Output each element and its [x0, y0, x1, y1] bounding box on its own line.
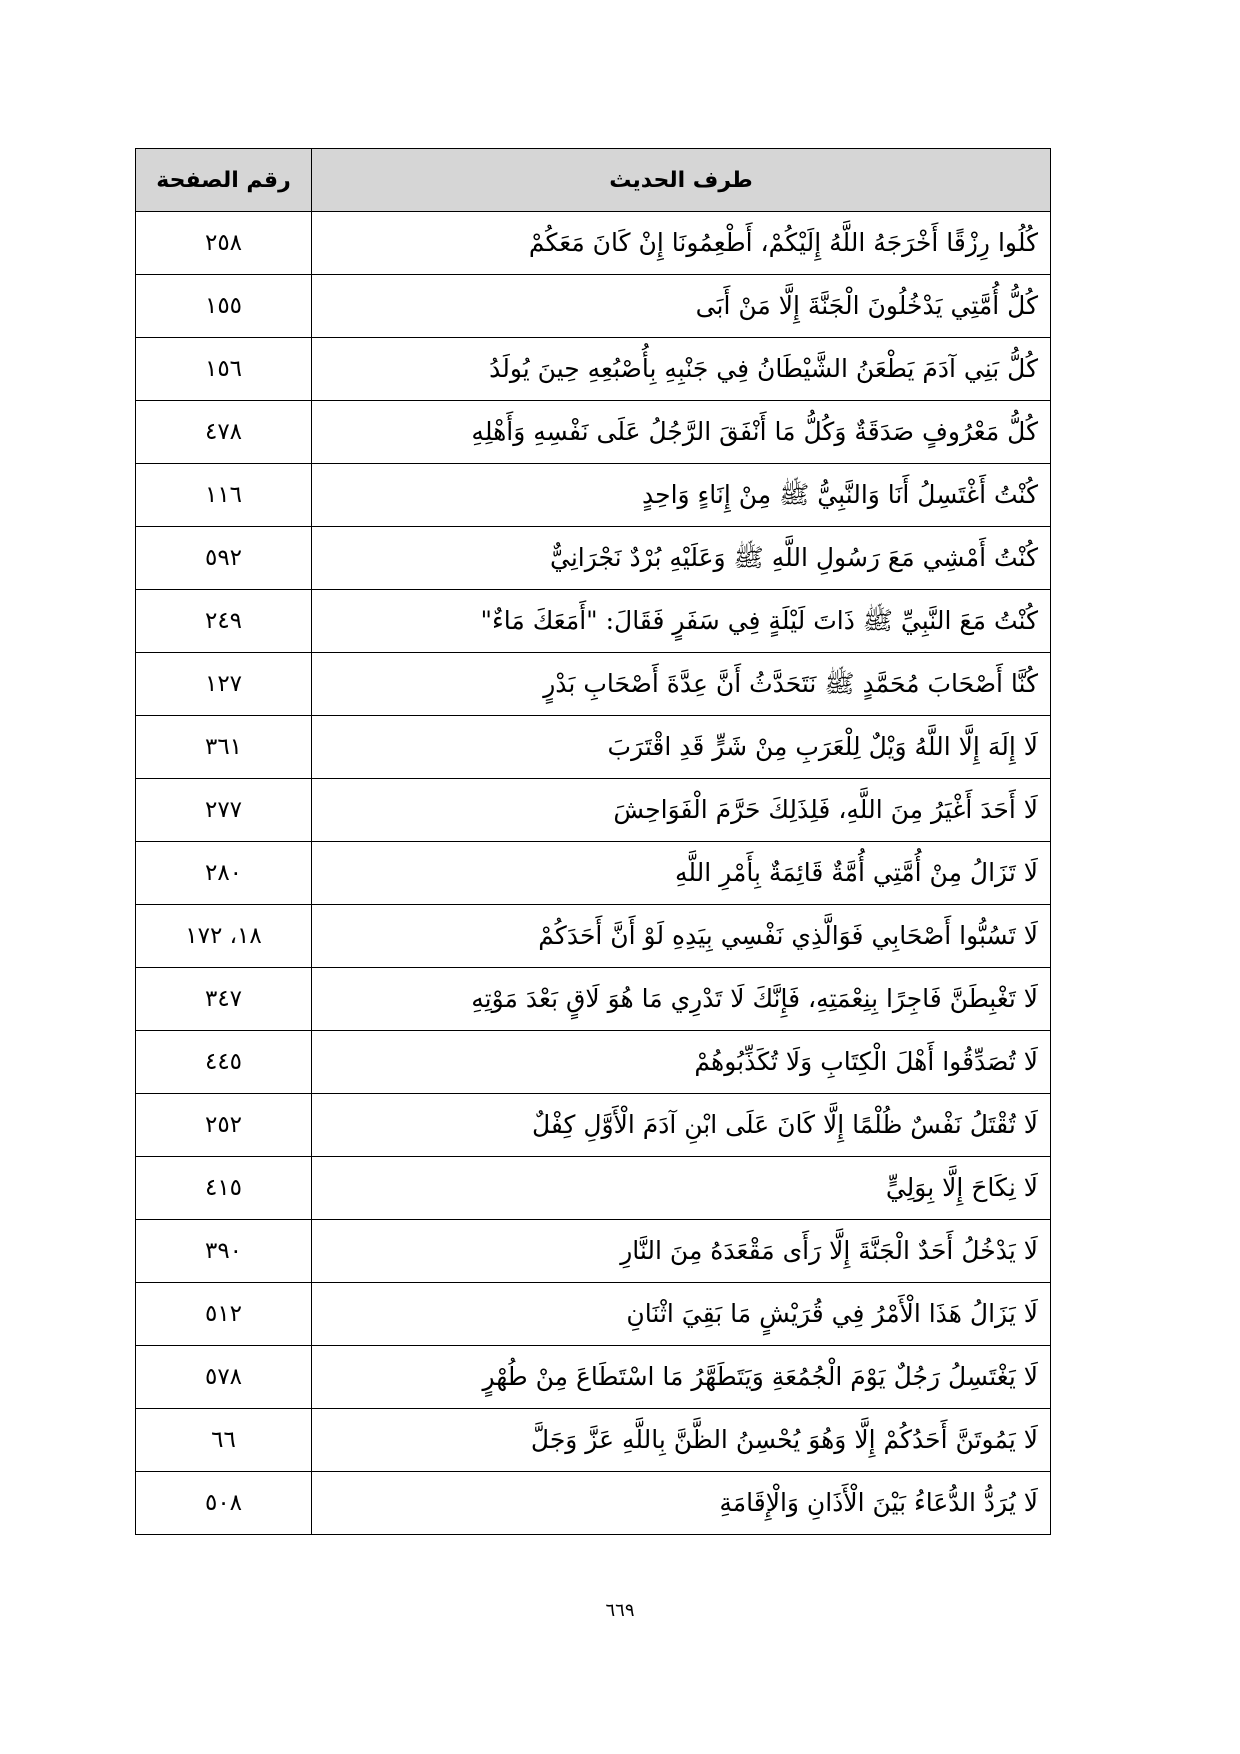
- page-reference: ٣٤٧: [136, 968, 312, 1031]
- table-row: [136, 1031, 1051, 1094]
- hadith-text: لَا تَزَالُ مِنْ أُمَّتِي أُمَّةٌ قَائِمَةٌ بِأَمْرِ اللَّهِ: [312, 842, 1051, 905]
- hadith-text: لَا يُرَدُّ الدُّعَاءُ بَيْنَ الْأَذَانِ وَالْإِقَامَةِ: [312, 1472, 1051, 1535]
- page-reference: ٤١٥: [136, 1157, 312, 1220]
- table-row: [136, 716, 1051, 779]
- table-row: [136, 1157, 1051, 1220]
- page-reference: ٥٩٢: [136, 527, 312, 590]
- hadith-text: لَا يَدْخُلُ أَحَدٌ الْجَنَّةَ إِلَّا رَأَى مَقْعَدَهُ مِنَ النَّارِ: [312, 1220, 1051, 1283]
- hadith-text: كُلُوا رِزْقًا أَخْرَجَهُ اللَّهُ إِلَيْكُمْ، أَطْعِمُونَا إِنْ كَانَ مَعَكُمْ: [312, 212, 1051, 275]
- page-reference: ٥٠٨: [136, 1472, 312, 1535]
- table-body: [136, 212, 1051, 1535]
- hadith-text: كُلُّ مَعْرُوفٍ صَدَقَةٌ وَكُلُّ مَا أَنْفَقَ الرَّجُلُ عَلَى نَفْسِهِ وَأَهْلِهِ: [312, 401, 1051, 464]
- table-row: [136, 401, 1051, 464]
- hadith-text: كُلُّ أُمَّتِي يَدْخُلُونَ الْجَنَّةَ إِلَّا مَنْ أَبَى: [312, 275, 1051, 338]
- table-row: [136, 842, 1051, 905]
- page-reference: ١١٦: [136, 464, 312, 527]
- page-reference: ٤٧٨: [136, 401, 312, 464]
- hadith-column-header: طرف الحديث: [312, 149, 1051, 212]
- table-row: [136, 1094, 1051, 1157]
- table-row: [136, 275, 1051, 338]
- page-reference: ٢٧٧: [136, 779, 312, 842]
- table-row: [136, 464, 1051, 527]
- page-reference: ٢٨٠: [136, 842, 312, 905]
- hadith-text: كُلُّ بَنِي آدَمَ يَطْعَنُ الشَّيْطَانُ فِي جَنْبِهِ بِأُصْبُعِهِ حِينَ يُولَدُ: [312, 338, 1051, 401]
- page-reference: ١٨، ١٧٢: [136, 905, 312, 968]
- page-reference: ١٢٧: [136, 653, 312, 716]
- page-reference: ٥١٢: [136, 1283, 312, 1346]
- table-row: [136, 212, 1051, 275]
- page-reference: ٣٦١: [136, 716, 312, 779]
- header-row: [136, 149, 1051, 212]
- hadith-text: كُنْتُ أَغْتَسِلُ أَنَا وَالنَّبِيُّ ﷺ مِنْ إِنَاءٍ وَاحِدٍ: [312, 464, 1051, 527]
- hadith-text: لَا إِلَهَ إِلَّا اللَّهُ وَيْلٌ لِلْعَرَبِ مِنْ شَرٍّ قَدِ اقْتَرَبَ: [312, 716, 1051, 779]
- table-row: [136, 1220, 1051, 1283]
- hadith-text: لَا تَسُبُّوا أَصْحَابِي فَوَالَّذِي نَفْسِي بِيَدِهِ لَوْ أَنَّ أَحَدَكُمْ: [312, 905, 1051, 968]
- table-header: [136, 149, 1051, 212]
- table-row: [136, 590, 1051, 653]
- hadith-text: لَا تُصَدِّقُوا أَهْلَ الْكِتَابِ وَلَا تُكَذِّبُوهُمْ: [312, 1031, 1051, 1094]
- hadith-text: كُنْتُ أَمْشِي مَعَ رَسُولِ اللَّهِ ﷺ وَعَلَيْهِ بُرْدٌ نَجْرَانِيٌّ: [312, 527, 1051, 590]
- hadith-text: كُنَّا أَصْحَابَ مُحَمَّدٍ ﷺ نَتَحَدَّثُ أَنَّ عِدَّةَ أَصْحَابِ بَدْرٍ: [312, 653, 1051, 716]
- page-reference: ٣٩٠: [136, 1220, 312, 1283]
- table-row: [136, 1346, 1051, 1409]
- table-row: [136, 968, 1051, 1031]
- table-row: [136, 527, 1051, 590]
- page-reference: ١٥٥: [136, 275, 312, 338]
- page-number: ٦٦٩: [605, 1600, 635, 1621]
- table-row: [136, 905, 1051, 968]
- hadith-text: لَا يَغْتَسِلُ رَجُلٌ يَوْمَ الْجُمُعَةِ وَيَتَطَهَّرُ مَا اسْتَطَاعَ مِنْ طُهْرٍ: [312, 1346, 1051, 1409]
- hadith-text: كُنْتُ مَعَ النَّبِيِّ ﷺ ذَاتَ لَيْلَةٍ فِي سَفَرٍ فَقَالَ: "أَمَعَكَ مَاءٌ": [312, 590, 1051, 653]
- page-column-header: رقم الصفحة: [136, 149, 312, 212]
- table-row: [136, 653, 1051, 716]
- hadith-text: لَا تَغْبِطَنَّ فَاجِرًا بِنِعْمَتِهِ، فَإِنَّكَ لَا تَدْرِي مَا هُوَ لَاقٍ بَعْدَ مَوْتِهِ: [312, 968, 1051, 1031]
- page-reference: ١٥٦: [136, 338, 312, 401]
- hadith-text: لَا يَمُوتَنَّ أَحَدُكُمْ إِلَّا وَهُوَ يُحْسِنُ الظَّنَّ بِاللَّهِ عَزَّ وَجَلَّ: [312, 1409, 1051, 1472]
- table-row: [136, 1472, 1051, 1535]
- hadith-index-table: [135, 148, 1051, 1535]
- table-row: [136, 779, 1051, 842]
- page-reference: ٦٦: [136, 1409, 312, 1472]
- page-reference: ٢٥٢: [136, 1094, 312, 1157]
- page-reference: ٢٥٨: [136, 212, 312, 275]
- hadith-text: لَا يَزَالُ هَذَا الْأَمْرُ فِي قُرَيْشٍ مَا بَقِيَ اثْنَانِ: [312, 1283, 1051, 1346]
- table-row: [136, 1283, 1051, 1346]
- table-row: [136, 1409, 1051, 1472]
- hadith-text: لَا تُقْتَلُ نَفْسٌ ظُلْمًا إِلَّا كَانَ عَلَى ابْنِ آدَمَ الْأَوَّلِ كِفْلٌ: [312, 1094, 1051, 1157]
- page-reference: ٤٤٥: [136, 1031, 312, 1094]
- hadith-text: لَا نِكَاحَ إِلَّا بِوَلِيٍّ: [312, 1157, 1051, 1220]
- page-reference: ٥٧٨: [136, 1346, 312, 1409]
- hadith-text: لَا أَحَدَ أَغْيَرُ مِنَ اللَّهِ، فَلِذَلِكَ حَرَّمَ الْفَوَاحِشَ: [312, 779, 1051, 842]
- table-row: [136, 338, 1051, 401]
- page-reference: ٢٤٩: [136, 590, 312, 653]
